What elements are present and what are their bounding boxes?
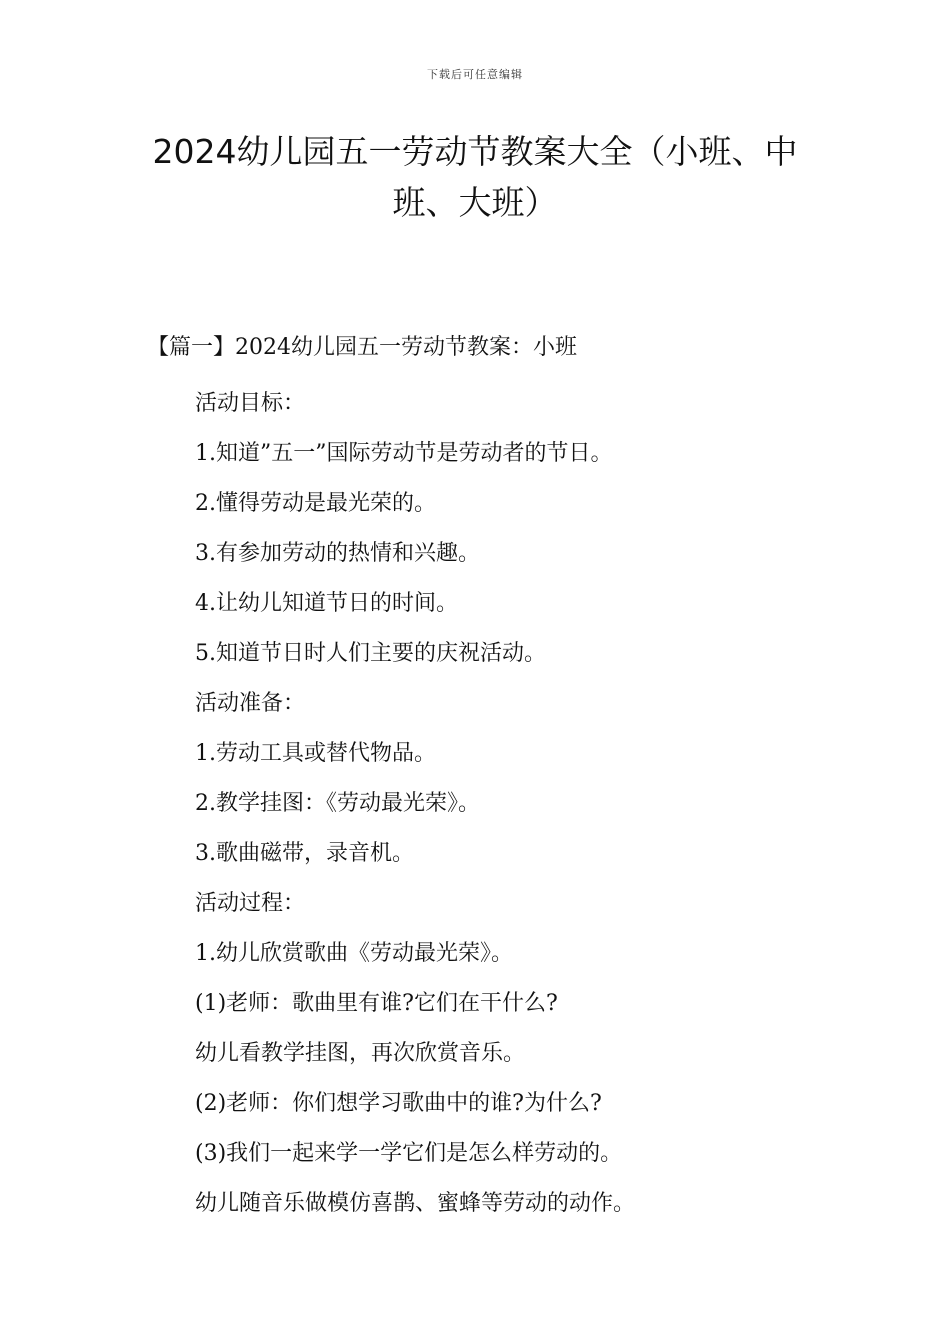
paragraph-process-1: 1.幼儿欣赏歌曲《劳动最光荣》。 bbox=[195, 941, 513, 966]
paragraph-goal-1: 1.知道”五一”国际劳动节是劳动者的节日。 bbox=[195, 441, 613, 466]
paragraph-process-1-3: (3)我们一起来学一学它们是怎么样劳动的。 bbox=[195, 1141, 623, 1166]
document-title: 2024幼儿园五一劳动节教案大全（小班、中班、大班） bbox=[152, 132, 798, 222]
section-content bbox=[195, 379, 835, 1229]
header-note: 下载后可任意编辑 bbox=[427, 68, 523, 81]
paragraph-goals-heading: 活动目标： bbox=[195, 391, 306, 416]
paragraph-prep-1: 1.劳动工具或替代物品。 bbox=[195, 741, 436, 766]
paragraph-prep-heading: 活动准备： bbox=[195, 691, 306, 716]
paragraph-process-heading: 活动过程： bbox=[195, 891, 306, 916]
paragraph-goal-2: 2.懂得劳动是最光荣的。 bbox=[195, 491, 436, 516]
paragraph-process-note-2: 幼儿随音乐做模仿喜鹊、蜜蜂等劳动的动作。 bbox=[195, 1191, 636, 1216]
paragraph-process-note-1: 幼儿看教学挂图，再次欣赏音乐。 bbox=[195, 1041, 526, 1066]
paragraph-goal-3: 3.有参加劳动的热情和兴趣。 bbox=[195, 541, 480, 566]
section-heading: 【篇一】2024幼儿园五一劳动节教案：小班 bbox=[147, 335, 577, 360]
paragraph-prep-2: 2.教学挂图：《劳动最光荣》。 bbox=[195, 791, 480, 816]
paragraph-process-1-2: (2)老师：你们想学习歌曲中的谁?为什么? bbox=[195, 1091, 602, 1116]
paragraph-goal-4: 4.让幼儿知道节日的时间。 bbox=[195, 591, 458, 616]
paragraph-prep-3: 3.歌曲磁带，录音机。 bbox=[195, 841, 414, 866]
paragraph-goal-5: 5.知道节日时人们主要的庆祝活动。 bbox=[195, 641, 546, 666]
paragraph-process-1-1: (1)老师：歌曲里有谁?它们在干什么? bbox=[195, 991, 558, 1016]
